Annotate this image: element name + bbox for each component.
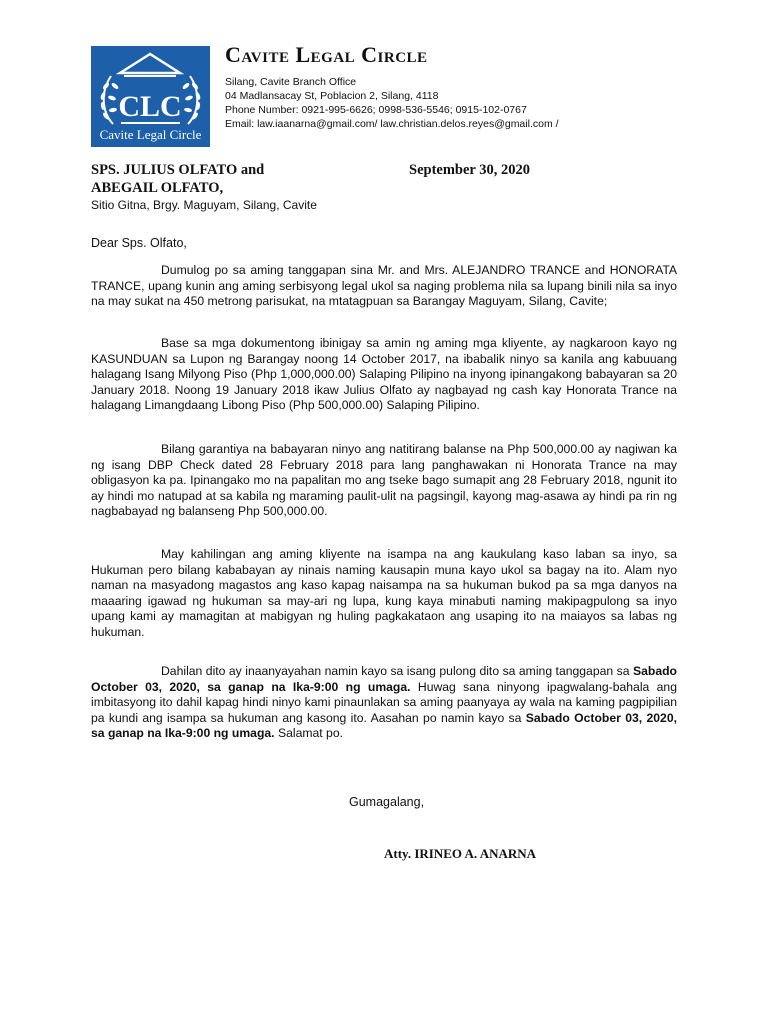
- addressee-line-2: ABEGAIL OLFATO,: [91, 180, 224, 196]
- organization-logo: [91, 46, 210, 147]
- closing-phrase: Gumagalang,: [349, 795, 425, 809]
- meeting-warning-text: Huwag sana ninyong ipagwalang-bahala ang imbitasyong ito dahil kapag hindi ninyo kami pinaunlakan sa aming paanyaya ay wala na kaming pagpipilian pa kundi ang isampa sa hukuman ang kasong ito. Aasahan po namin kayo sa: [91, 679, 677, 725]
- meeting-schedule-bold: Sabado October 03, 2020, sa ganap na Ika-9:00 ng umaga.: [91, 664, 677, 694]
- addressee-location: Sitio Gitna, Brgy. Maguyam, Silang, Cavite: [91, 198, 317, 212]
- addressee-line-1: SPS. JULIUS OLFATO and: [91, 162, 265, 178]
- organization-name: Cavite Legal Circle: [225, 42, 428, 67]
- logo-initials: CLC: [118, 90, 182, 123]
- logo-caption: Cavite Legal Circle: [99, 127, 202, 142]
- body-paragraph-4: May kahilingan ang aming kliyente na isampa na ang kaukulang kaso laban sa inyo, sa Hukuman pero bilang kababayan ay ninais naming kausapin muna kayo ukol sa bagay na ito. Alam nyo naman na masyadong magastos ang kaso kapag naisampa na sa hukuman bukod pa sa mga danyos na maaaring igawad ng hukuman sa may-ari ng lupa, kung kaya minabuti naming makipagpulong sa inyo upang kami ay mamagitan at mabigyan ng huling pagkakataon ang usaping ito na maiayos sa labas ng hukuman.: [91, 547, 677, 639]
- phone-numbers: Phone Number: 0921-995-6626; 0998-536-5546; 0915-102-0767: [225, 104, 527, 116]
- salutation: Dear Sps. Olfato,: [91, 236, 187, 250]
- letter-date: September 30, 2020: [409, 162, 530, 178]
- office-address: 04 Madlansacay St, Poblacion 2, Silang, 4118: [225, 90, 439, 102]
- body-paragraph-1: Dumulog po sa aming tanggapan sina Mr. and Mrs. ALEJANDRO TRANCE and HONORATA TRANCE, upang kunin ang aming serbisyong legal ukol sa naging problema nila sa lupang binili nila sa inyo na may sukat na 450 metrong parisukat, na mtatagpuan sa Barangay Maguyam, Silang, Cavite;: [91, 263, 677, 309]
- email-addresses: Email: law.iaanarna@gmail.com/ law.christian.delos.reyes@gmail.com /: [225, 118, 559, 130]
- body-paragraph-2: Base sa mga dokumentong ibinigay sa amin ng aming mga kliyente, ay nagkaroon kayo ng KASUNDUAN sa Lupon ng Barangay noong 14 October 2017, na ibabalik ninyo sa kanila ang kabuuang halagang Isang Milyong Piso (Php 1,000,000.00) Salaping Pilipino na inyong ipinangakong babayaran sa 20 January 2018. Noong 19 January 2018 ikaw Julius Olfato ay nagbayad ng cash kay Honorata Trance na halagang Limangdaang Libong Piso (Php 500,000.00) Salaping Pilipino.: [91, 336, 677, 413]
- signer-name: Atty. IRINEO A. ANARNA: [384, 846, 537, 861]
- thanks-text: Salamat po.: [274, 726, 343, 741]
- branch-office: Silang, Cavite Branch Office: [225, 76, 357, 88]
- meeting-invitation-text: Dahilan dito ay inaanyayahan namin kayo sa isang pulong dito sa aming tanggapan sa: [161, 664, 633, 678]
- body-paragraph-3: Bilang garantiya na babayaran ninyo ang natitirang balanse na Php 500,000.00 ay nagiwan ka ng isang DBP Check dated 28 February 2018 para lang panghawakan ni Honorata Trance na may obligasyon ka pa. Ipinangako mo na papalitan mo ang tseke bago sumapit ang 28 February 2018, ngunit ito ay hindi mo natupad at sa kabila ng maraming paulit-ulit na pagsingil, kayong mag-asawa ay hindi pa rin ng nagbabayad ng balanseng Php 500,000.00.: [91, 442, 677, 519]
- meeting-schedule-bold-repeat: Sabado October 03, 2020, sa ganap na Ika-9:00 ng umaga.: [91, 710, 677, 741]
- body-paragraph-5: [91, 664, 677, 742]
